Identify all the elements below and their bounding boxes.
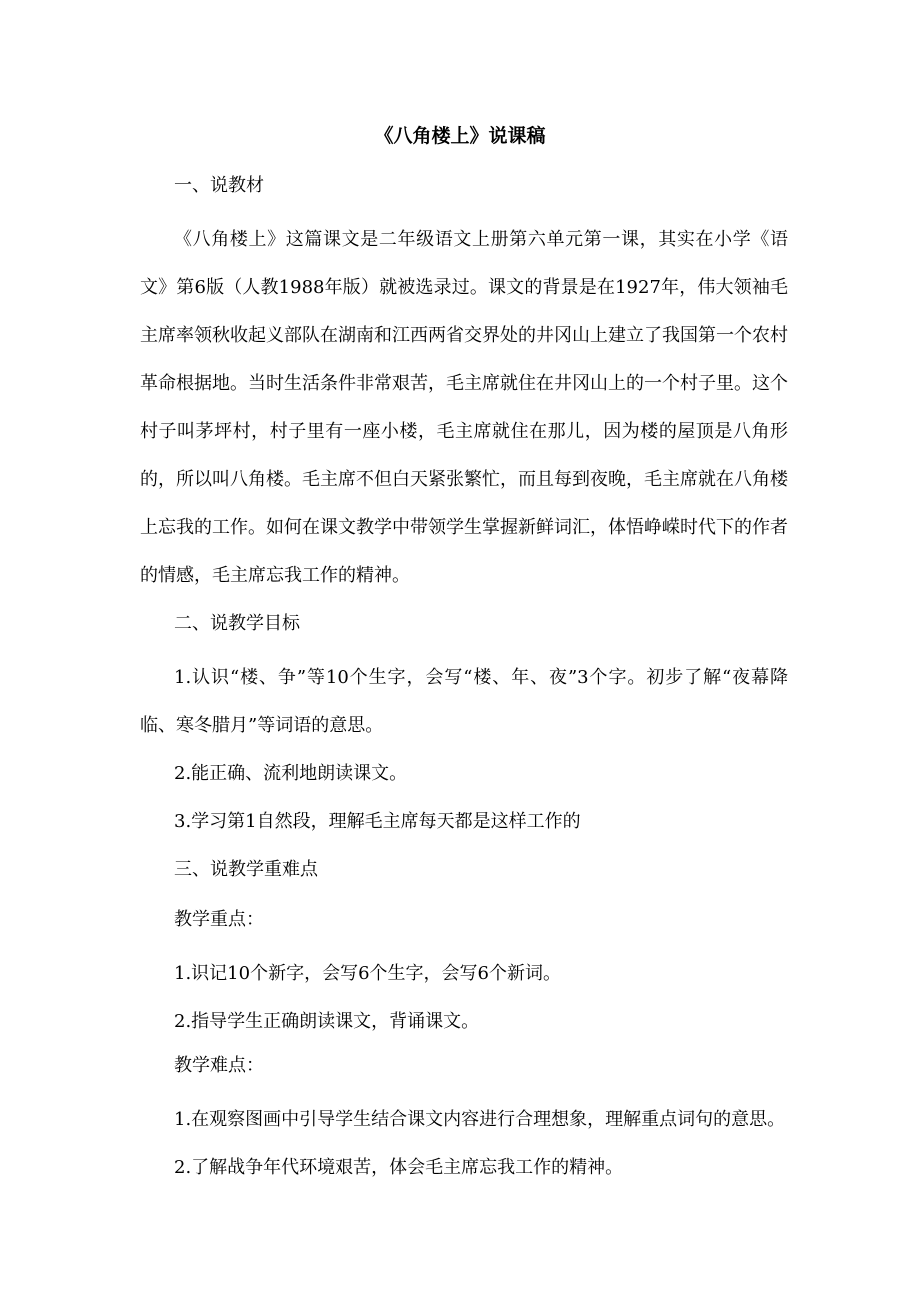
difficulty-item-1: 1.在观察图画中引导学生结合课文内容进行合理想象，理解重点词句的意思。 bbox=[174, 1109, 786, 1130]
difficulty-item-2: 2.了解战争年代环境艰苦，体会毛主席忘我工作的精神。 bbox=[174, 1157, 624, 1178]
section-heading-key-points: 三、说教学重难点 bbox=[174, 859, 318, 880]
textbook-paragraph: 《八角楼上》这篇课文是二年级语文上册第六单元第一课，其实在小学《语文》第6版（人教1988年版）就被选录过。课文的背景是在1927年，伟大领袖毛主席率领秋收起义部队在湖南和江西两省交界处的井冈山上建立了我国第一个农村革命根据地。当时生活条件非常艰苦，毛主席就住在井冈山上的一个村子里。这个村子叫茅坪村，村子里有一座小楼，毛主席就住在那儿，因为楼的屋顶是八角形的，所以叫八角楼。毛主席不但白天紧张繁忙，而且每到夜晚，毛主席就在八角楼上忘我的工作。如何在课文教学中带领学生掌握新鲜词汇，体悟峥嵘时代下的作者的情感，毛主席忘我工作的精神。 bbox=[140, 229, 788, 586]
key-point-item-1: 1.识记10个新字，会写6个生字，会写6个新词。 bbox=[174, 963, 561, 984]
objective-item-3: 3.学习第1自然段，理解毛主席每天都是这样工作的 bbox=[174, 811, 581, 832]
key-points-label: 教学重点： bbox=[174, 909, 264, 930]
section-heading-textbook: 一、说教材 bbox=[174, 175, 264, 196]
section-heading-objectives: 二、说教学目标 bbox=[174, 613, 300, 634]
document-body bbox=[140, 168, 788, 1192]
key-point-item-2: 2.指导学生正确朗读课文，背诵课文。 bbox=[174, 1011, 480, 1032]
document-title: 《八角楼上》说课稿 bbox=[374, 125, 546, 147]
difficulty-label: 教学难点： bbox=[174, 1055, 264, 1076]
objective-item-2: 2.能正确、流利地朗读课文。 bbox=[174, 763, 408, 784]
objective-item-1: 1.认识“楼、争”等10个生字，会写“楼、年、夜”3个字。初步了解“夜幕降临、寒冬腊月”等词语的意思。 bbox=[140, 667, 788, 736]
